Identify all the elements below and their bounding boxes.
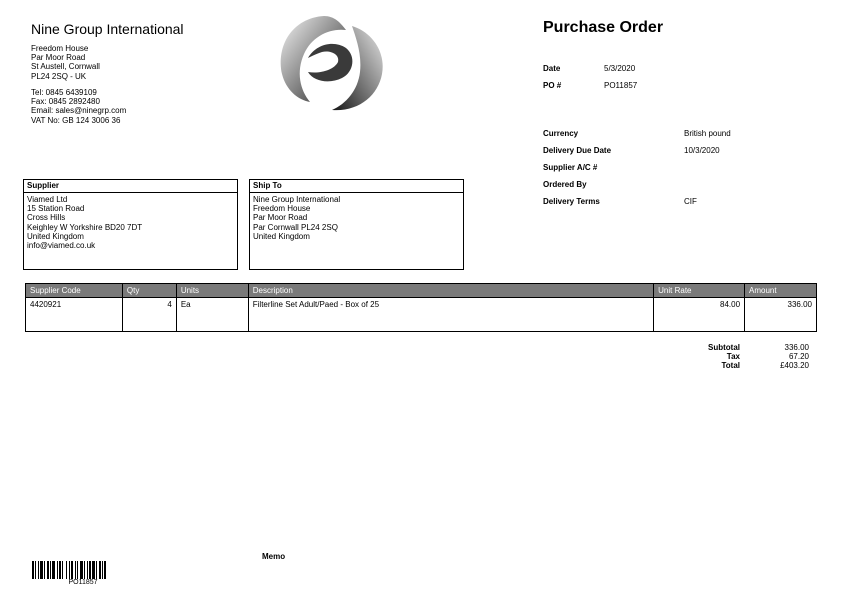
ship-to-box [249,179,464,270]
total-value: £403.20 [780,361,809,370]
barcode-bar [32,561,34,579]
barcode-bar [52,561,55,579]
supplier-line: Keighley W Yorkshire BD20 7DT [27,222,143,232]
supplier-line: 15 Station Road [27,204,85,214]
ship-to-address [250,193,463,243]
col-description: Description [248,284,653,298]
col-units: Units [176,284,248,298]
page-title: Purchase Order [543,19,664,36]
barcode-bar [59,561,61,579]
address-line: Par Moor Road [31,53,86,63]
barcode-bar [35,561,36,579]
due-date-label: Delivery Due Date [543,146,612,155]
due-date-value: 10/3/2020 [684,146,720,155]
barcode-bar [89,561,91,579]
contact-line: Email: sales@ninegrp.com [31,106,127,116]
currency-label: Currency [543,129,579,138]
barcode-bar [92,561,95,579]
contact-line: Fax: 0845 2892480 [31,97,100,107]
barcode-bar [104,561,106,579]
subtotal-label: Subtotal [708,343,740,352]
tax-row [660,352,809,361]
supplier-line: Cross Hills [27,213,66,223]
barcode-bar [66,561,67,579]
col-unit-rate: Unit Rate [654,284,745,298]
table-row [26,298,817,332]
supplier-heading: Supplier [24,180,237,193]
supplier-line: Viamed Ltd [27,195,68,204]
date-label: Date [543,64,561,73]
col-supplier-code: Supplier Code [26,284,123,298]
company-name: Nine Group International [31,21,184,37]
total-row [660,361,809,370]
barcode-bar [50,561,51,579]
cell-unit-rate: 84.00 [654,298,745,332]
barcode-bar [75,561,76,579]
supplier-box [23,179,238,270]
delivery-terms-value: CIF [684,197,697,206]
barcode-bar [40,561,43,579]
cell-amount: 336.00 [745,298,817,332]
barcode-text: PO11857 [68,579,98,586]
delivery-terms-label: Delivery Terms [543,197,600,206]
totals [660,343,809,370]
address-line: PL24 2SQ - UK [31,71,87,81]
currency-value: British pound [684,129,731,138]
supplier-line: info@viamed.co.uk [27,241,96,251]
address-line: St Austell, Cornwall [31,62,100,72]
company-contact [31,88,126,125]
barcode-bar [57,561,58,579]
barcode-image [32,561,134,579]
barcode-bar [96,561,97,579]
col-amount: Amount [745,284,817,298]
po-number: PO11857 [604,81,638,90]
tax-label: Tax [726,352,740,361]
subtotal-row [660,343,809,352]
cell-description: Filterline Set Adult/Paed - Box of 25 [248,298,653,332]
date-value: 5/3/2020 [604,64,636,73]
line-items-table [25,283,817,332]
po-label: PO # [543,81,562,90]
ship-to-line: Par Cornwall PL24 2SQ [253,222,338,232]
table-header-row [26,284,817,298]
ship-to-line: Nine Group International [253,195,341,204]
ship-to-line: Freedom House [253,204,311,214]
barcode-bar [99,561,101,579]
tax-value: 67.20 [788,352,809,361]
barcode-bar [44,561,45,579]
subtotal-value: 336.00 [784,343,809,352]
barcode-bar [87,561,88,579]
contact-line: VAT No: GB 124 3006 36 [31,115,121,125]
contact-line: Tel: 0845 6439109 [31,88,97,97]
supplier-line: United Kingdom [27,231,84,241]
cell-units: Ea [176,298,248,332]
barcode-bar [77,561,78,579]
barcode-bar [80,561,83,579]
supplier-address [24,193,237,252]
barcode-bar [62,561,63,579]
ship-to-heading: Ship To [250,180,463,193]
cell-qty: 4 [122,298,176,332]
cell-supplier-code: 4420921 [26,298,123,332]
barcode-bar [84,561,85,579]
barcode-bar [38,561,39,579]
company-logo [272,12,396,114]
barcode-bar [102,561,103,579]
address-line: Freedom House [31,44,89,53]
barcode-bar [47,561,49,579]
barcode-bar [71,561,73,579]
memo-label: Memo [262,552,286,561]
col-qty: Qty [122,284,176,298]
supplier-ac-label: Supplier A/C # [543,163,598,172]
ship-to-line: United Kingdom [253,231,310,241]
ordered-by-label: Ordered By [543,180,587,189]
barcode-bar [69,561,70,579]
total-label: Total [721,361,740,370]
company-address [31,44,100,81]
ship-to-line: Par Moor Road [253,213,308,223]
